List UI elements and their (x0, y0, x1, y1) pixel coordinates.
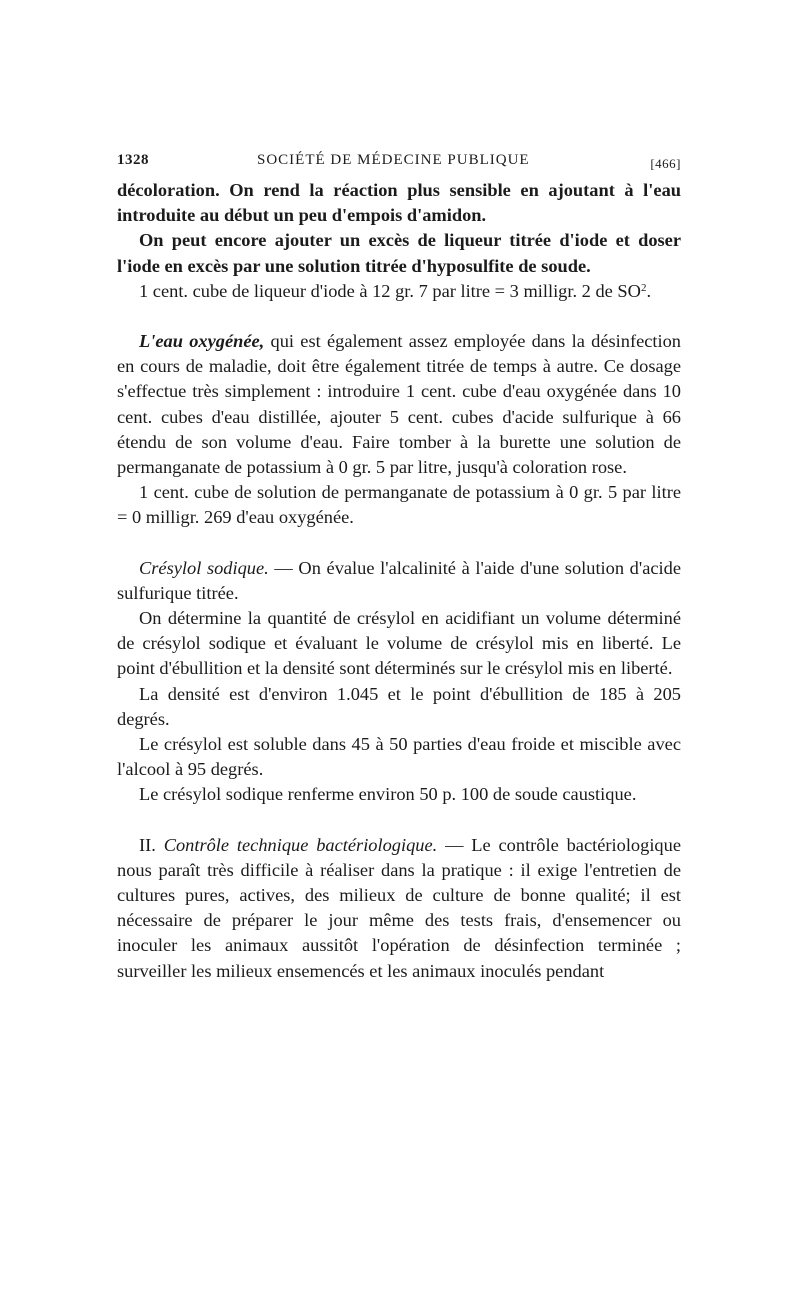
document-page (117, 148, 681, 984)
running-title: SOCIÉTÉ DE MÉDECINE PUBLIQUE (257, 152, 530, 168)
page-reference: [466] (650, 156, 681, 171)
cresylol-text: — On évalue l'alcalinité à l'aide d'une solution d'acide sulfurique titrée. (117, 557, 681, 603)
paragraph-eau-oxygenee (117, 329, 681, 480)
paragraph-controle-bacteriologique (117, 833, 681, 984)
paragraph-solubilite: Le crésylol est soluble dans 45 à 50 parties d'eau froide et miscible avec l'alcool à 95 degrés. (117, 734, 681, 780)
section-number: II. (139, 834, 156, 855)
page-number: 1328 (117, 152, 149, 168)
cresylol-heading: Crésylol sodique. (139, 557, 269, 578)
paragraph-soude: Le crésylol sodique renferme environ 50 p. 100 de soude caustique. (139, 784, 637, 805)
paragraph-permanganate: 1 cent. cube de solution de permanganate de potassium à 0 gr. 5 par litre = 0 milligr. 269 d'eau oxygénée. (117, 482, 681, 528)
section-text: — Le contrôle bactériologique nous paraît très difficile à réaliser dans la pratique : il exige l'entretien de cultures pures, actives, des milieux de culture de bonne qualité; il est nécessaire de préparer le jour même des tests frais, d'ensemencer ou inoculer les animaux aussitôt l'opération de désinfection terminée ; surveiller les milieux ensemencés et les animaux inoculés pendant (117, 834, 681, 981)
paragraph-liqueur-iode (117, 279, 681, 304)
running-head (117, 148, 681, 178)
paragraph-cresylol-sodique (117, 556, 681, 606)
superscript: 2 (640, 281, 647, 294)
paragraph-densite: La densité est d'environ 1.045 et le point d'ébullition de 185 à 205 degrés. (117, 683, 681, 729)
liqueur-iode-end: . (646, 280, 652, 301)
paragraph-decoloration: décoloration. On rend la réaction plus sensible en ajoutant à l'eau introduite au début un peu d'empois d'amidon. (117, 180, 681, 226)
section-heading: Contrôle technique bactériologique. (163, 834, 438, 855)
paragraph-quantite-cresylol: On détermine la quantité de crésylol en acidifiant un volume déterminé de crésylol sodique et évaluant le volume de crésylol mis en liberté. Le point d'ébullition et la densité sont déterminés sur le crésylol mis en liberté. (117, 608, 681, 679)
body-text (117, 178, 681, 984)
eau-oxygenee-heading: L'eau oxygénée, (139, 331, 265, 352)
paragraph-iode-exces: On peut encore ajouter un excès de liqueur titrée d'iode et doser l'iode en excès par une solution titrée d'hyposulfite de soude. (117, 230, 681, 276)
liqueur-iode-text: 1 cent. cube de liqueur d'iode à 12 gr. 7 par litre = 3 milligr. 2 de SO (139, 280, 641, 301)
eau-oxygenee-text: qui est également assez employée dans la désinfection en cours de maladie, doit être également titrée de temps à autre. Ce dosage s'effectue très simplement : introduire 1 cent. cube d'eau oxygénée dans 10 cent. cubes d'eau distillée, ajouter 5 cent. cubes d'acide sulfurique à 66 étendu de son volume d'eau. Faire tomber à la burette une solution de permanganate de potassium à 0 gr. 5 par litre, jusqu'à coloration rose. (117, 331, 681, 478)
